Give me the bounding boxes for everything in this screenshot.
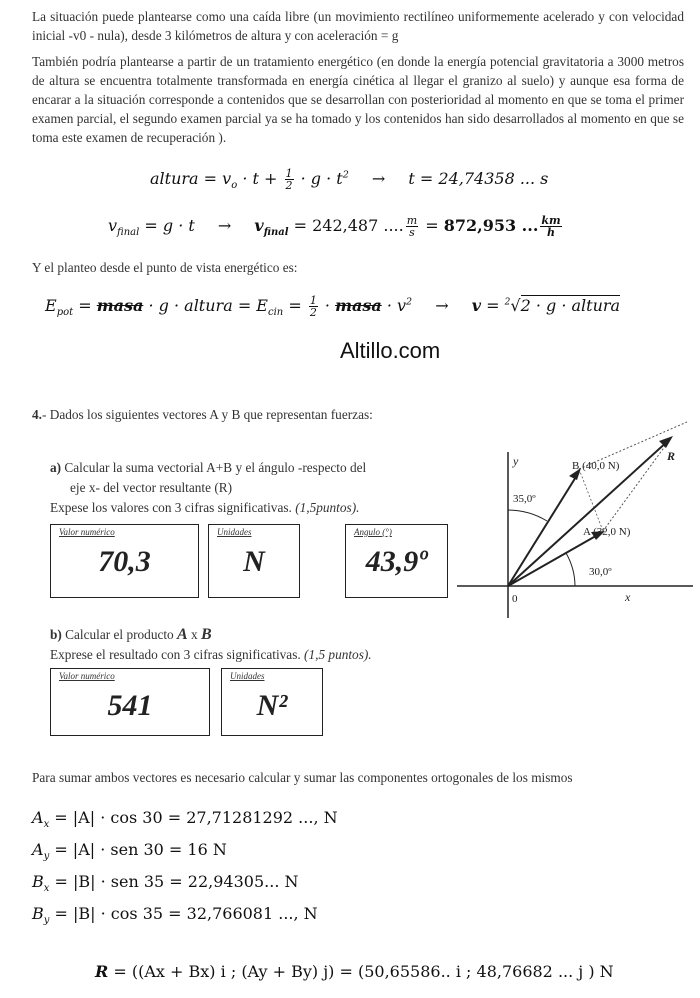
y-axis-label: y [513, 454, 519, 468]
equation-height: altura = $v_o \cdot t$ + $\frac{1}{2}$ · $g \cdot t^2 \to t = 24,74358$ ... s [150, 167, 549, 192]
equation-velocity: $v_{final} = g \cdot t \to v_{final} = 242,487$ .... $\frac{m}{s}$ = 872,953 ... $\frac{km}{h}$ [108, 214, 561, 239]
vector-r-label: R [667, 449, 676, 463]
intro-paragraph-1: La situación puede plantearse como una caída libre (un movimiento rectilíneo uniformemente acelerado y con velocidad inicial -v0 - nula), desde 3 kilómetros de altura y con aceleración = g [32, 9, 684, 43]
velocity-ms-value: 242,487 .... [312, 216, 404, 235]
equation-ay: $A_y = |A|$ · sen 30 = 16 N [32, 840, 227, 863]
angle-a-label: 30,0º [589, 566, 612, 578]
vector-b-arrow [508, 472, 579, 586]
vector-a-label: A (32,0 N) [583, 526, 631, 538]
answer-box-b-units: Unidades N² [221, 668, 323, 736]
equation-energy: $E_{pot}$ = masa · g · altura = $E_{cin}$ = $\frac{1}{2}$ · masa · $v^2 \to v = ^2√2 \cdot g$ · altura [45, 294, 621, 319]
vector-diagram [455, 410, 695, 620]
equation-resultant: R = ((Ax + Bx) i ; (Ay + By) j) = (50,65586.. i ; 48,76682 ... j ) N [95, 962, 614, 981]
origin-label: 0 [512, 593, 518, 605]
equation-time-result: t = 24,74358 ... s [408, 169, 549, 188]
answer-box-a-value: Valor numérico 70,3 [50, 524, 199, 598]
x-axis-label: x [625, 590, 631, 604]
answer-box-a-units: Unidades N [208, 524, 300, 598]
equation-by: $B_y = |B| \cdot \cos 35 = 32,766081$ ..., N [32, 904, 318, 927]
solution-intro: Para sumar ambos vectores es necesario calcular y sumar las componentes ortogonales de los mismos [32, 770, 573, 785]
part-b-text: b) Calcular el producto A x B Exprese el resultado con 3 cifras significativas. (1,5 puntos). [50, 626, 372, 662]
vector-a-arrow [508, 533, 601, 586]
answer-box-b-value: Valor numérico 541 [50, 668, 210, 736]
velocity-kmh-value: 872,953 ... [443, 216, 539, 235]
intro-paragraph-2: También podría plantearse a partir de un tratamiento energético (en donde la energía potencial gravitatoria a 3000 metros de altura se encuentra totalmente transformada en energía cinética al llegar el granizo al suelo) y aunque esa forma de encarar a la situación corresponde a contenidos que se desarrollan con posterioridad al momento en que se toma el primer examen parcial, el segundo examen parcial ya se ha tomado y los contenidos han sido desarrollados al momento en que se toma este examen de recuperación ). [32, 54, 684, 145]
vector-b-label: B (40,0 N) [572, 460, 620, 472]
problem-4-heading: 4.- Dados los siguientes vectores A y B que representan fuerzas: [32, 407, 373, 422]
watermark-text: Altillo.com [340, 338, 441, 363]
equation-bx: $B_x = |B|$ · sen 35 = 22,94305... N [32, 872, 299, 895]
angle-b-label: 35,0º [513, 493, 536, 505]
equation-ax: $A_x = |A| \cdot \cos 30 = 27,71281292$ ..., N [32, 808, 338, 831]
part-a-text: a) Calcular la suma vectorial A+B y el ángulo -respecto del eje x- del vector resultante (R) Expese los valores con 3 cifras significativas. (1,5puntos). [50, 460, 367, 515]
answer-box-a-angle: Angulo (°) 43,9º [345, 524, 448, 598]
intro-paragraph-3: Y el planteo desde el punto de vista energético es: [32, 260, 298, 275]
